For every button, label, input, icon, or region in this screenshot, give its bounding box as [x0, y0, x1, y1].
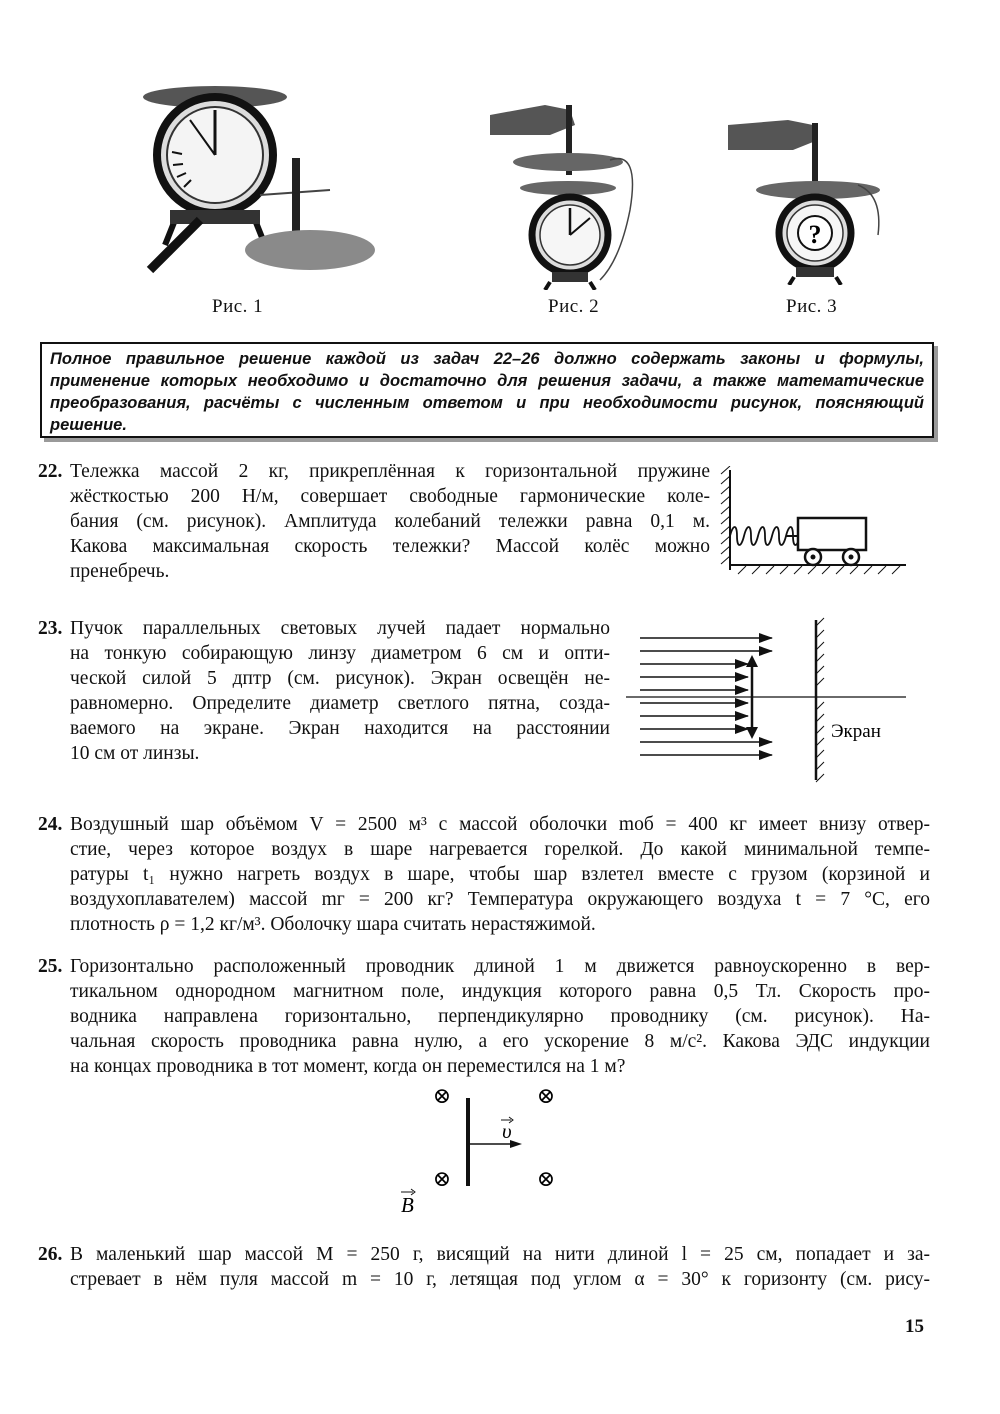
instructions-line: преобразования, расчёты с численным ответом и при необходимости рисунок, поясняющий	[50, 394, 924, 412]
problem-line: ваемого на экране. Экран находится на расстоянии	[70, 718, 610, 739]
problem-line: на тонкую собирающую линзу диаметром 6 см и опти-	[70, 643, 610, 664]
problem-line: бания (см. рисунок). Амплитуда колебаний тележки равна 0,1 м.	[70, 511, 710, 532]
velocity-label: υ	[502, 1119, 512, 1143]
figure-1-electrometer	[140, 80, 380, 290]
problem-26-number: 26.	[38, 1244, 63, 1265]
problem-line: 10 см от линзы.	[70, 743, 200, 764]
problem-line: Тележка массой 2 кг, прикреплённая к горизонтальной пружине	[70, 461, 710, 482]
problem-line: Горизонтально расположенный проводник длиной 1 м движется равноускоренно в вер-	[70, 956, 930, 977]
problem-22-number: 22.	[38, 461, 63, 482]
field-cross-icon: ⊗	[432, 1083, 452, 1108]
problem-line: воздухоплавателем) массой mг = 200 кг? Температура окружающего воздуха t = 7 °С, его	[70, 889, 930, 910]
problem-22	[38, 459, 710, 584]
field-cross-icon: ⊗	[432, 1166, 452, 1191]
figure-1-caption: Рис. 1	[212, 296, 264, 317]
problem-line: ратуры t₁ нужно нагреть воздух в шаре, чтобы шар взлетел вместе с грузом (корзиной и	[70, 864, 930, 885]
problem-26	[38, 1242, 930, 1292]
problem-line: чальная скорость проводника равна нулю, а его ускорение 8 м/с². Какова ЭДС индукции	[70, 1031, 930, 1052]
problem-24	[38, 812, 930, 937]
problem-24-number: 24.	[38, 814, 63, 835]
figure-2-electrometer-with-plate	[490, 90, 650, 290]
problem-line: на концах проводника в тот момент, когда он переместился на 1 м?	[70, 1056, 626, 1077]
problem-line: жёсткостью 200 Н/м, совершает свободные гармонические коле-	[70, 486, 710, 507]
problem-line: пренебречь.	[70, 561, 170, 582]
screen-label: Экран	[831, 721, 881, 742]
conductor-magnetic-field-diagram	[390, 1082, 570, 1222]
figure-3-electrometer-question	[728, 115, 898, 285]
problem-line: ческой силой 5 дптр (см. рисунок). Экран освещён не-	[70, 668, 610, 689]
problem-line: стревает в нём пуля массой m = 10 г, летящая под углом α = 30° к горизонту (см. рису-	[70, 1269, 930, 1290]
field-cross-icon: ⊗	[536, 1166, 556, 1191]
question-mark: ?	[808, 220, 822, 249]
problem-25	[38, 954, 930, 1079]
problem-23	[38, 616, 610, 766]
page-number: 15	[905, 1316, 924, 1337]
instructions-box	[40, 342, 934, 438]
problem-line: равномерно. Определите диаметр светлого пятна, созда-	[70, 693, 610, 714]
lens-screen-diagram	[626, 612, 906, 787]
problem-line: плотность ρ = 1,2 кг/м³. Оболочку шара считать нерастяжимой.	[70, 914, 596, 935]
field-label: B	[401, 1193, 414, 1217]
problem-line: В маленький шар массой M = 250 г, висящий на нити длиной l = 25 см, попадает и за-	[70, 1244, 930, 1265]
figure-2-caption: Рис. 2	[548, 296, 600, 317]
instructions-line: Полное правильное решение каждой из задач 22–26 должно содержать законы и формулы,	[50, 350, 924, 368]
instructions-line: решение.	[50, 416, 127, 434]
problem-23-number: 23.	[38, 618, 63, 639]
instructions-line: применение которых необходимо и достаточно для решения задачи, а также математические	[50, 372, 924, 390]
figure-3-caption: Рис. 3	[786, 296, 838, 317]
problem-line: Пучок параллельных световых лучей падает нормально	[70, 618, 610, 639]
problem-line: Воздушный шар объёмом V = 2500 м³ с массой оболочки mоб = 400 кг имеет внизу отвер-	[70, 814, 930, 835]
problem-line: стие, через которое воздух в шаре нагревается горелкой. До какой минимальной темпе-	[70, 839, 930, 860]
problem-line: Какова максимальная скорость тележки? Массой колёс можно	[70, 536, 710, 557]
field-cross-icon: ⊗	[536, 1083, 556, 1108]
problem-line: тикальном однородном магнитном поле, индукция которого равна 0,5 Тл. Скорость про-	[70, 981, 930, 1002]
problem-25-number: 25.	[38, 956, 63, 977]
problem-line: водника направлена горизонтально, перпендикулярно проводнику (см. рисунок). На-	[70, 1006, 930, 1027]
cart-spring-diagram	[718, 466, 908, 581]
instructions-text	[50, 348, 924, 436]
